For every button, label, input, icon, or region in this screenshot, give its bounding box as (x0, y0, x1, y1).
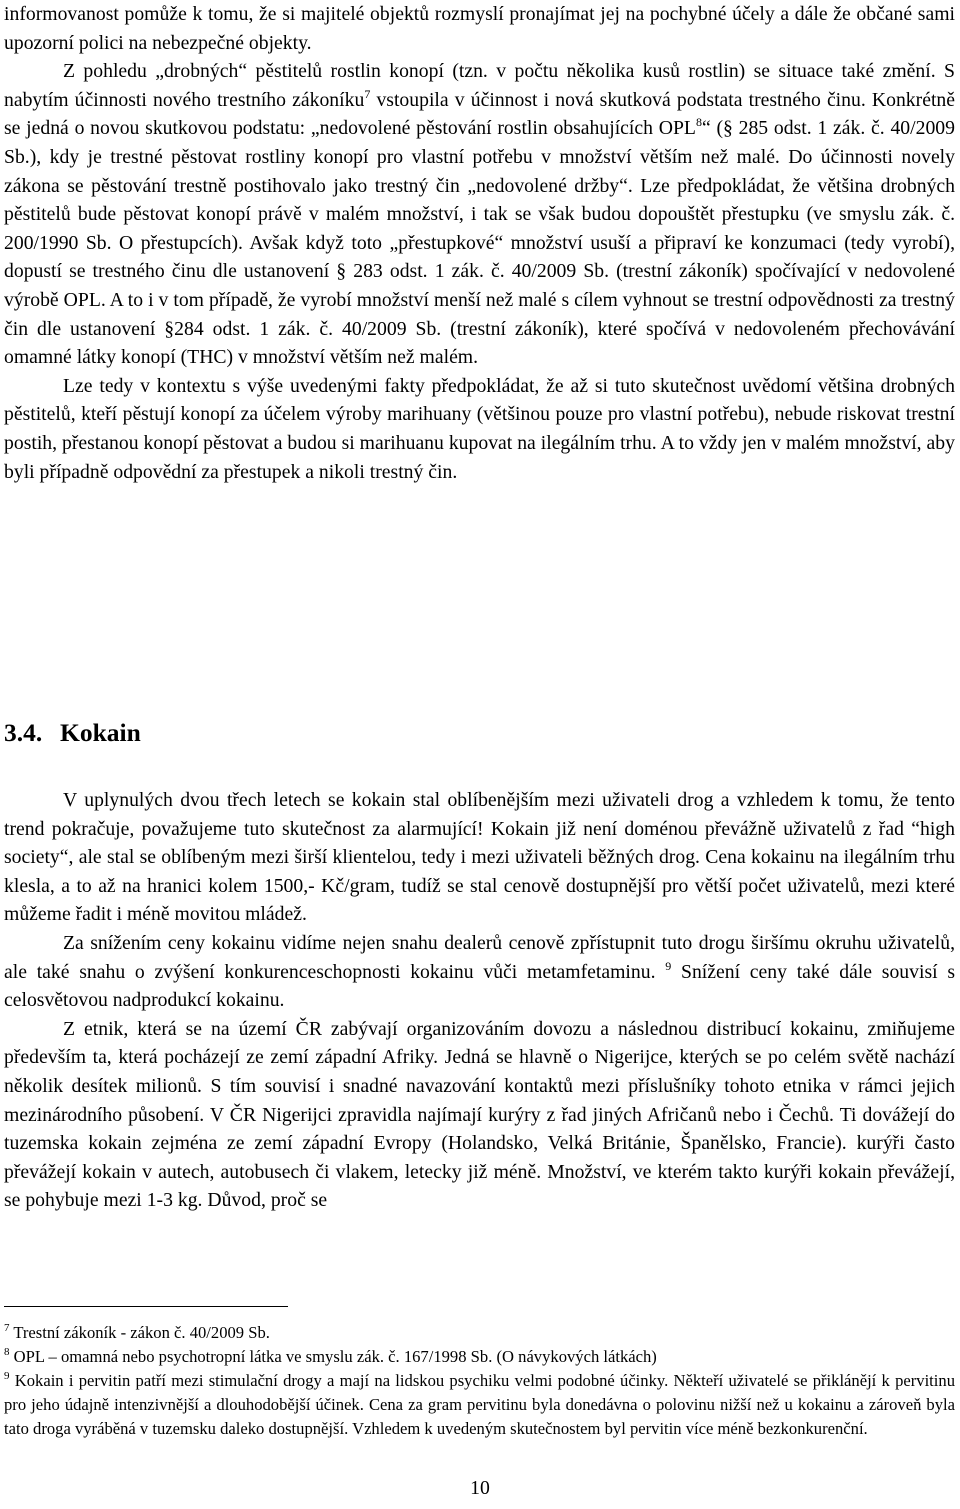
paragraph-1: informovanost pomůže k tomu, že si majitelé objektů rozmyslí pronajímat jej na pochybné účely a dále že občané sami upozorní polici na nebezpečné objekty. (4, 3, 955, 54)
section-number: 3.4. (4, 718, 43, 747)
footnote-8: $^8$ OPL – omamná nebo psychotropní látka ve smyslu zák. č. 167/1998 Sb. (O návykových látkách) (4, 1346, 657, 1366)
section-previous-text (4, 0, 955, 486)
kokain-paragraph-2: Za snížením ceny kokainu vidíme nejen snahu dealerů cenově zpřístupnit tuto drogu širšímu okruhu uživatelů, ale také snahu o zvýšení konkurenceschopnosti kokainu vůči metamfetaminu. $^9$ Snížení ceny také dále souvisí s celosvětovou nadprodukcí kokainu. (4, 931, 955, 1012)
paragraph-3: Lze tedy v kontextu s výše uvedenými fakty předpokládat, že až si tuto skutečnost uvědomí většina drobných pěstitelů, kteří pěstují konopí za účelem výroby marihuany (většinou pouze pro vlastní potřebu), nebude riskovat trestní postih, přestanou konopí pěstovat a budou si marihuanu kupovat na ilegálním trhu. A to vždy jen v malém množství, aby byli případně odpovědní za přestupek a nikoli trestný čin. (4, 374, 955, 483)
paragraph-2: Z pohledu „drobných“ pěstitelů rostlin konopí (tzn. v počtu několika kusů rostlin) se situace také změní. S nabytím účinnosti nového trestního zákoníku$^7$ vstoupila v účinnost i nová skutková podstata trestného činu. Konkrétně se jedná o novou skutkovou podstatu: „nedovolené pěstování rostlin obsahujících OPL$^8$“ (§ 285 odst. 1 zák. č. 40/2009 Sb.), kdy je trestné pěstovat rostliny konopí pro vlastní potřebu v množství větším než malé. Do účinnosti novely zákona se pěstování trestně postihovalo jako trestný čin „nedovolené držby“. Lze předpokládat, že většina drobných pěstitelů bude pěstovat konopí právě v malém množství, i tak se však budou dopouštět přestupku (ve smyslu zák. č. 200/1990 Sb. O přestupcích). Avšak když toto „přestupkové“ množství usuší a připraví ke konzumaci (tedy vyrobí), dopustí se trestného činu dle ustanovení § 283 odst. 1 zák. č. 40/2009 Sb. (trestní zákoník) spočívající v nedovolené výrobě OPL. A to i v tom případě, že vyrobí množství menší než malé s cílem vyhnout se trestní odpovědnosti za trestný čin dle ustanovení §284 odst. 1 zák. č. 40/2009 Sb. (trestní zákoník), které spočívá v nedovoleném přechovávání omamné látky konopí (THC) v množství větším než malém. (4, 60, 955, 369)
kokain-paragraph-3: Z etnik, která se na území ČR zabývají organizováním dovozu a následnou distribucí kokainu, zmiňujeme především ta, která pocházejí ze zemí západní Afriky. Jedná se hlavně o Nigerijce, kterých se po celém světě nachází několik desítek milionů. S tím souvisí i snadné navazování kontaktů mezi příslušníky tohoto etnika v rámci jejich mezinárodního působení. V ČR Nigerijci zpravidla najímají kurýry z řad jiných Afričanů nebo i Čechů. Ti dovážejí do tuzemska kokain zejména ze zemí západní Evropy (Holandsko, Velká Británie, Španělsko, Francie). kurýři často převážejí kokain v autech, autobusech či vlakem, letecky již méně. Množství, ve kterém takto kurýři kokain převážejí, se pohybuje mezi 1-3 kg. Důvod, proč se (4, 1017, 955, 1212)
page-number: 10 (470, 1477, 490, 1499)
footnote-9: $^9$ Kokain i pervitin patří mezi stimulační drogy a mají na lidskou psychiku velmi podobné účinky. Někteří uživatelé se přiklánějí k pervitinu pro jeho údajně intenzivnější a dlouhodobější účinek. Cena za gram pervitinu byla donedávna o polovinu nižší než u kokainu a zároveň byla tato droga vyráběná v tuzemsku daleko dostupnější. Vzhledem k uvedeným skutečnostem byl pervitin více méně bezkonkurenční. (4, 1370, 955, 1438)
section-heading (4, 716, 141, 750)
footnotes (4, 1321, 955, 1441)
footnote-ref-7[interactable]: 7 (364, 86, 371, 101)
section-kokain-text (4, 786, 955, 1215)
footnote-divider (4, 1306, 288, 1307)
footnote-7: $^7$ Trestní zákoník - zákon č. 40/2009 Sb. (4, 1322, 270, 1342)
footnote-ref-8[interactable]: 8 (695, 115, 702, 130)
kokain-paragraph-1: V uplynulých dvou třech letech se kokain stal oblíbenějším mezi uživateli drog a vzhledem k tomu, že tento trend pokračuje, považujeme tuto skutečnost za alarmující! Kokain již není doménou převážně uživatelů z řad “high society“, ale stal se oblíbeným mezi širší klientelou, tedy i mezi uživateli běžných drog. Cena kokainu na ilegálním trhu klesla, a to až na hranici kolem 1500,- Kč/gram, tudíž se stal cenově dostupnější pro větší počet uživatelů, mezi které můžeme řadit i méně movitou mládež. (4, 789, 955, 926)
section-title: Kokain (60, 718, 141, 747)
footnote-ref-9[interactable]: 9 (665, 958, 672, 973)
